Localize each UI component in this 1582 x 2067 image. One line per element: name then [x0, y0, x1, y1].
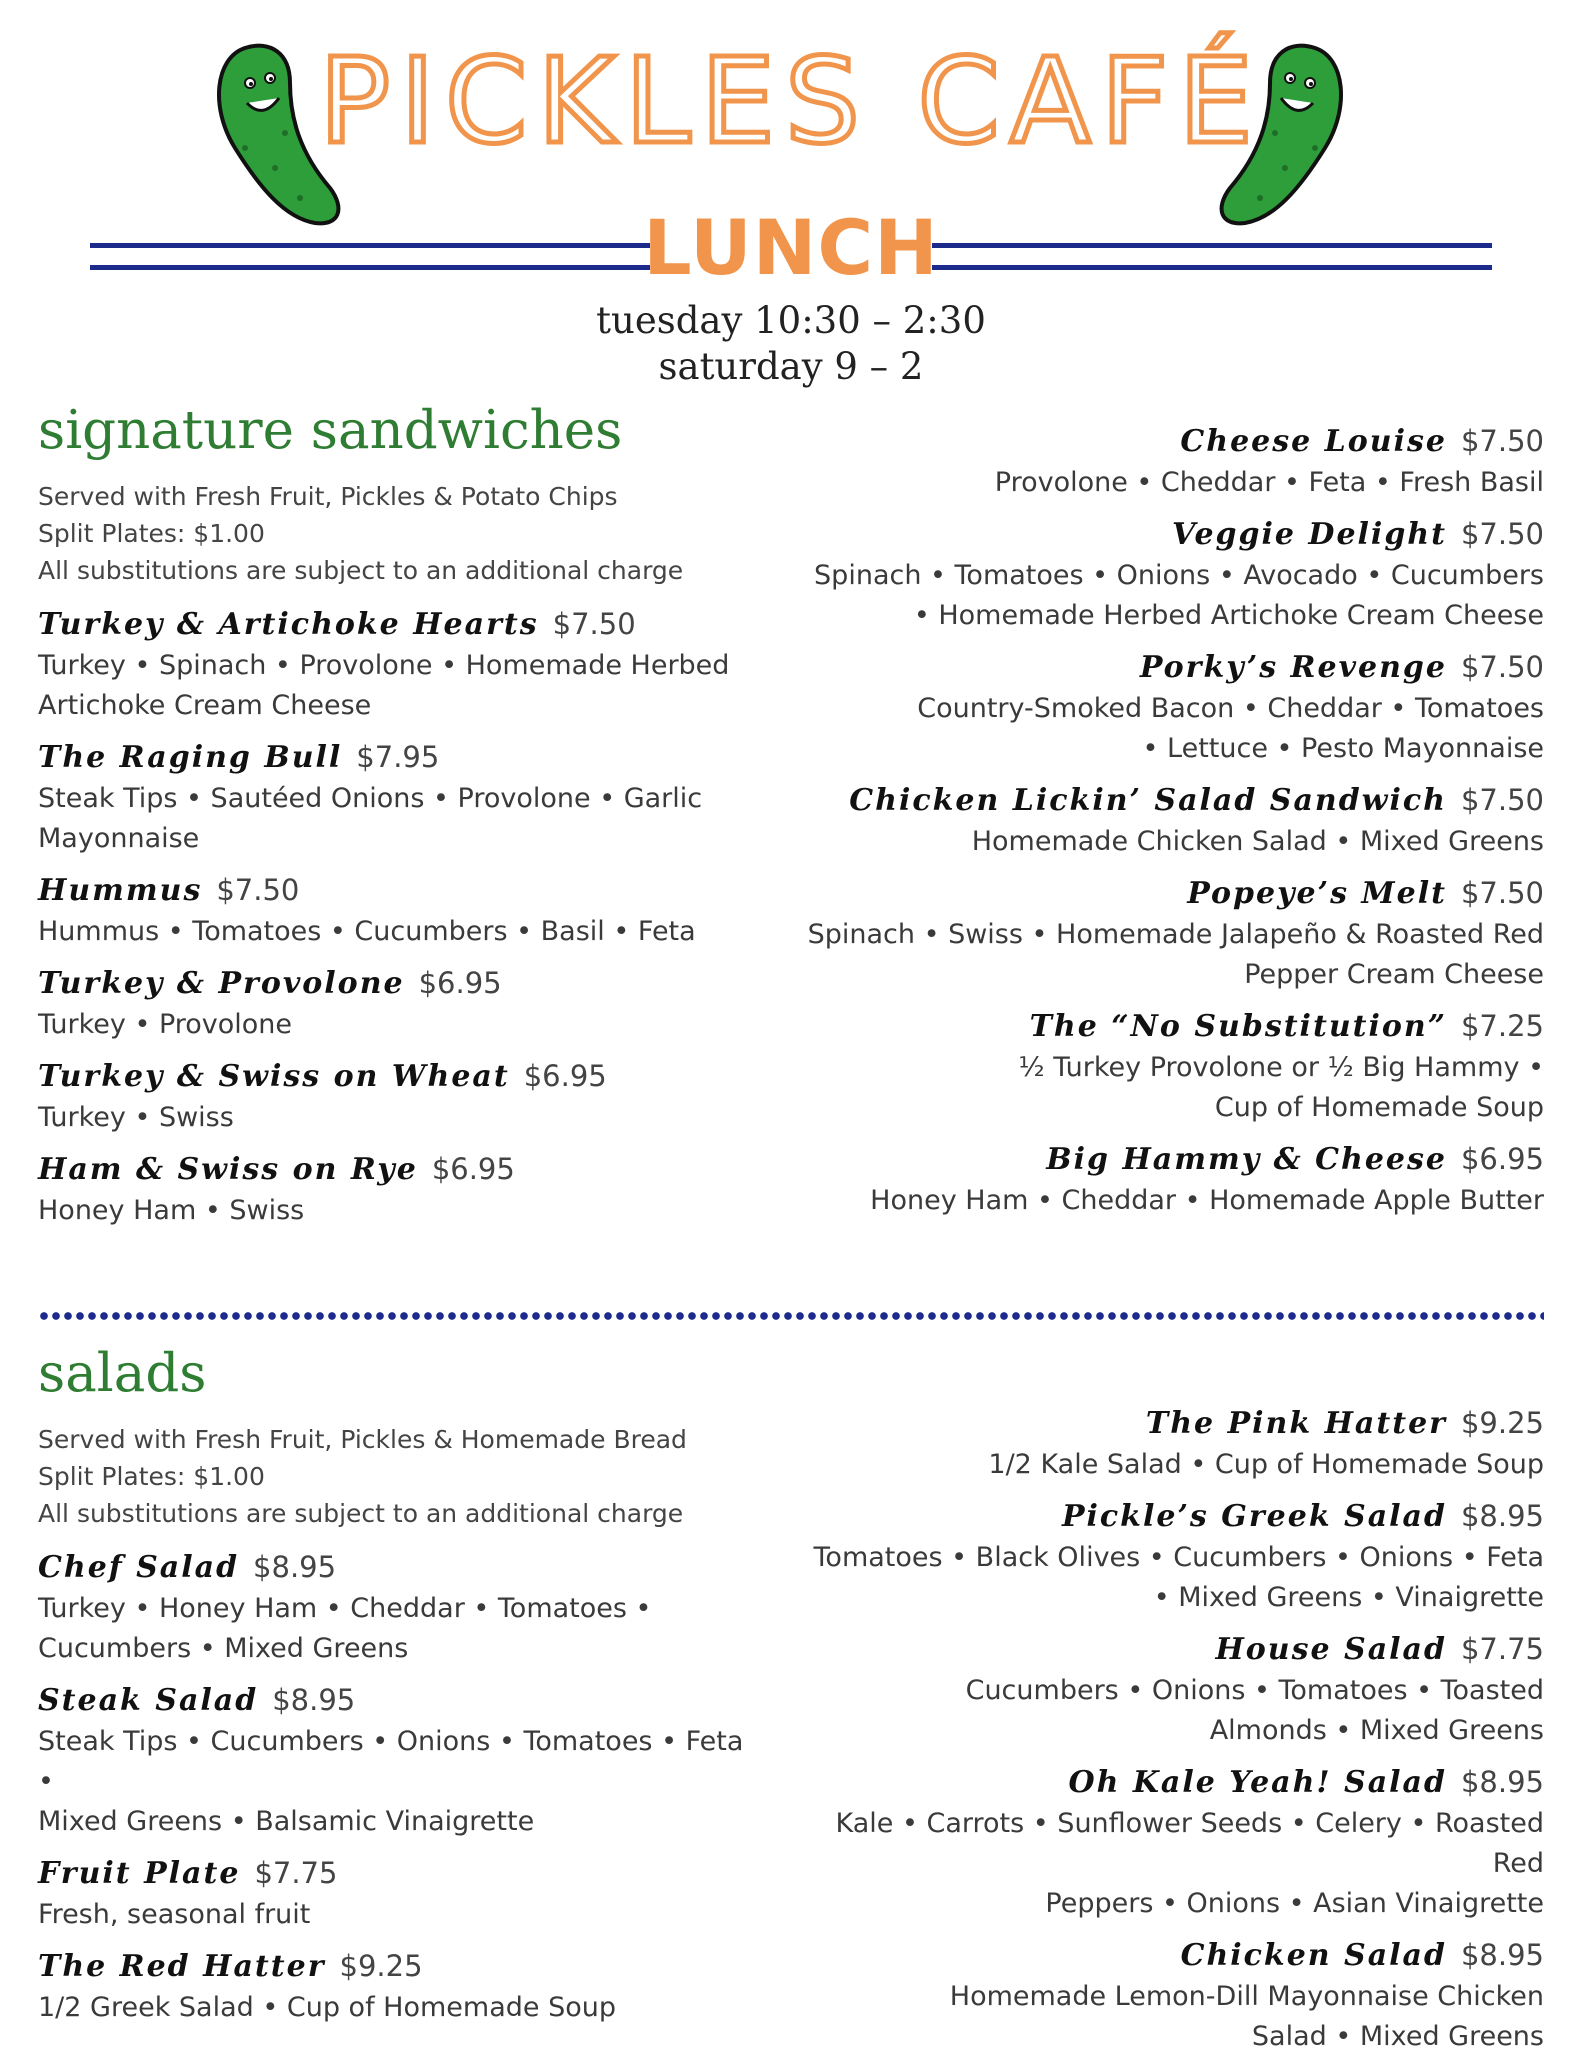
menu-item-description: Turkey • Honey Ham • Cheddar • Tomatoes • — [38, 1593, 652, 1625]
section-notes — [38, 478, 758, 589]
menu-item-name: Pickle’s Greek Salad — [1061, 1499, 1447, 1534]
menu-item-description: Homemade Chicken Salad • Mixed Greens — [971, 826, 1544, 857]
menu-item-header — [784, 1402, 1544, 1445]
note: All substitutions are subject to an additional charge — [38, 556, 684, 586]
menu-item-description: • Homemade Herbed Artichoke Cream Cheese — [913, 600, 1544, 631]
sandwiches-left-column — [38, 402, 758, 1241]
menu-item-header — [784, 1761, 1544, 1804]
menu-item-description: Spinach • Swiss • Homemade Jalapeño & Roasted Red — [807, 919, 1544, 950]
note: Split Plates: $1.00 — [38, 1462, 265, 1492]
sandwiches-right-column — [784, 420, 1544, 1231]
note: Served with Fresh Fruit, Pickles & Homemade Bread — [38, 1425, 687, 1455]
menu-item — [784, 1005, 1544, 1128]
menu-item-name: Steak Salad — [38, 1683, 259, 1719]
note: All substitutions are subject to an additional charge — [38, 1499, 684, 1529]
menu-item-header — [38, 1546, 758, 1589]
menu-item — [784, 779, 1544, 862]
menu-item-list — [38, 603, 758, 1231]
menu-item-description: Homemade Lemon-Dill Mayonnaise Chicken — [949, 1981, 1544, 2012]
menu-item-price: $7.50 — [1460, 783, 1544, 817]
menu-item-price: $7.75 — [254, 1856, 338, 1891]
salads-left-column — [38, 1345, 758, 2038]
menu-item-name: Hummus — [38, 873, 203, 909]
menu-item-price: $6.95 — [431, 1152, 515, 1187]
menu-item-price: $8.95 — [253, 1550, 337, 1585]
menu-item — [784, 420, 1544, 503]
menu-item — [784, 1138, 1544, 1221]
salads-right-column — [784, 1402, 1544, 2067]
menu-item-price: $6.95 — [1460, 1142, 1544, 1176]
menu-item-name: Porky’s Revenge — [1139, 650, 1447, 685]
dotted-divider — [38, 1311, 1544, 1321]
menu-item-name: Big Hammy & Cheese — [1046, 1142, 1447, 1177]
menu-item — [784, 872, 1544, 995]
menu-item-header — [784, 513, 1544, 556]
note: Split Plates: $1.00 — [38, 519, 265, 549]
menu-item-price: $9.25 — [1460, 1406, 1544, 1440]
menu-item — [38, 1148, 758, 1231]
menu-item-header — [784, 1138, 1544, 1181]
menu-item-description: Steak Tips • Cucumbers • Onions • Tomatoes • Feta • — [38, 1726, 744, 1798]
menu-item-name: The Red Hatter — [38, 1949, 326, 1985]
menu-item-header — [784, 779, 1544, 822]
menu-item-description: • Mixed Greens • Vinaigrette — [1153, 1582, 1544, 1613]
menu-item-description: Cucumbers • Mixed Greens — [38, 1633, 409, 1665]
menu-item-header — [784, 1934, 1544, 1977]
menu-item — [784, 1628, 1544, 1751]
menu-item-name: The “No Substitution” — [1029, 1009, 1447, 1044]
menu-item-name: Chicken Salad — [1180, 1938, 1447, 1973]
menu-item-price: $8.95 — [1460, 1938, 1544, 1972]
menu-item-price: $6.95 — [523, 1059, 607, 1094]
menu-item-name: Turkey & Artichoke Hearts — [38, 607, 539, 643]
menu-item-list — [38, 1546, 758, 2028]
menu-item-price: $7.50 — [216, 873, 300, 908]
menu-item-name: Chicken Lickin’ Salad Sandwich — [849, 783, 1447, 818]
menu-item-description: Turkey • Spinach • Provolone • Homemade Herbed — [38, 650, 730, 682]
menu-item-name: Veggie Delight — [1171, 517, 1447, 552]
menu-item — [784, 513, 1544, 636]
menu-item-header — [38, 1679, 758, 1722]
menu-item-description: Turkey • Provolone — [38, 1009, 293, 1041]
cafe-title: PICKLES CAFÉ — [319, 32, 1263, 170]
menu-item-description: Turkey • Swiss — [38, 1102, 234, 1134]
meal-heading: LUNCH — [643, 203, 939, 292]
menu-item-description: 1/2 Kale Salad • Cup of Homemade Soup — [988, 1449, 1544, 1480]
menu-item-header — [784, 1495, 1544, 1538]
menu-item-price: $7.50 — [1460, 424, 1544, 458]
menu-item-price: $8.95 — [1460, 1765, 1544, 1799]
menu-item-header — [784, 1005, 1544, 1048]
menu-item-description: 1/2 Greek Salad • Cup of Homemade Soup — [38, 1992, 616, 2024]
menu-item — [784, 1495, 1544, 1618]
menu-item-description: Salad • Mixed Greens — [1251, 2021, 1544, 2052]
menu-item-price: $7.50 — [1460, 876, 1544, 910]
menu-item-header — [38, 603, 758, 646]
menu-item-description: Mixed Greens • Balsamic Vinaigrette — [38, 1806, 535, 1838]
menu-item-description: Cup of Homemade Soup — [1214, 1092, 1544, 1123]
menu-item — [38, 1945, 758, 2028]
menu-item-header — [38, 1945, 758, 1988]
menu-item-description: Almonds • Mixed Greens — [1209, 1715, 1544, 1746]
menu-item — [38, 962, 758, 1045]
menu-item — [784, 1402, 1544, 1485]
menu-item-description: Cucumbers • Onions • Tomatoes • Toasted — [965, 1675, 1544, 1706]
menu-item-name: House Salad — [1215, 1632, 1447, 1667]
menu-item-price: $9.25 — [339, 1949, 423, 1984]
menu-item-header — [38, 869, 758, 912]
menu-item-header — [784, 1628, 1544, 1671]
menu-item-name: Oh Kale Yeah! Salad — [1068, 1765, 1447, 1800]
hours — [0, 298, 1582, 390]
menu-item — [784, 1761, 1544, 1924]
menu-item — [38, 603, 758, 726]
menu-item-description: Artichoke Cream Cheese — [38, 690, 372, 722]
menu-item-name: The Raging Bull — [38, 740, 343, 776]
section-title-salads: salads — [38, 1343, 207, 1404]
lunch-banner — [90, 203, 1492, 292]
menu-item-price: $7.50 — [1460, 517, 1544, 551]
menu-item-header — [784, 646, 1544, 689]
menu-item-header — [38, 962, 758, 1005]
menu-item-name: Ham & Swiss on Rye — [38, 1152, 418, 1188]
menu-item — [38, 1055, 758, 1138]
hours-line: tuesday 10:30 – 2:30 — [596, 299, 986, 342]
menu-item-header — [784, 872, 1544, 915]
menu-item-description: Honey Ham • Cheddar • Homemade Apple Butter — [870, 1185, 1544, 1216]
menu-item — [784, 1934, 1544, 2057]
menu-item-header — [38, 1055, 758, 1098]
menu-item-price: $7.25 — [1460, 1009, 1544, 1043]
menu-item-header — [784, 420, 1544, 463]
menu-item-description: Steak Tips • Sautéed Onions • Provolone • Garlic — [38, 783, 703, 815]
menu-item-description: Peppers • Onions • Asian Vinaigrette — [1045, 1888, 1544, 1919]
menu-item-header — [38, 1852, 758, 1895]
menu-item — [38, 736, 758, 859]
menu-item-price: $7.50 — [552, 607, 636, 642]
menu-item-header — [38, 736, 758, 779]
menu-item-price: $8.95 — [272, 1683, 356, 1718]
menu-item-description: ½ Turkey Provolone or ½ Big Hammy • — [1018, 1052, 1544, 1083]
menu-item-name: Popeye’s Melt — [1187, 876, 1447, 911]
menu-item-description: Kale • Carrots • Sunflower Seeds • Celery • Roasted Red — [835, 1808, 1544, 1879]
note: Served with Fresh Fruit, Pickles & Potato Chips — [38, 482, 618, 512]
menu-item-name: Cheese Louise — [1180, 424, 1447, 459]
menu-item — [38, 1852, 758, 1935]
menu-item-description: Spinach • Tomatoes • Onions • Avocado • Cucumbers — [814, 560, 1544, 591]
menu-item-name: Turkey & Provolone — [38, 966, 405, 1002]
menu-item-price: $7.50 — [1460, 650, 1544, 684]
menu-item — [38, 869, 758, 952]
menu-item-list — [784, 1402, 1544, 2057]
section-notes — [38, 1421, 758, 1532]
hours-line: saturday 9 – 2 — [658, 345, 924, 388]
menu-item-description: Fresh, seasonal fruit — [38, 1899, 311, 1931]
menu-item-name: Turkey & Swiss on Wheat — [38, 1059, 510, 1095]
menu-item — [38, 1546, 758, 1669]
menu-item-description: Provolone • Cheddar • Feta • Fresh Basil — [994, 467, 1544, 498]
menu-item-description: Hummus • Tomatoes • Cucumbers • Basil • Feta — [38, 916, 696, 948]
menu-item-description: Pepper Cream Cheese — [1244, 959, 1544, 990]
menu-item-name: Chef Salad — [38, 1550, 240, 1586]
menu-item-price: $7.95 — [356, 740, 440, 775]
menu-item — [38, 1679, 758, 1842]
menu-item-price: $8.95 — [1460, 1499, 1544, 1533]
menu-item-description: Mayonnaise — [38, 823, 200, 855]
menu-item-description: • Lettuce • Pesto Mayonnaise — [1142, 733, 1544, 764]
menu-item-description: Tomatoes • Black Olives • Cucumbers • Onions • Feta — [813, 1542, 1544, 1573]
menu-item — [784, 646, 1544, 769]
menu-item-description: Country-Smoked Bacon • Cheddar • Tomatoes — [917, 693, 1544, 724]
menu-item-header — [38, 1148, 758, 1191]
menu-item-name: Fruit Plate — [38, 1856, 241, 1892]
menu-item-price: $6.95 — [418, 966, 502, 1001]
section-title-sandwiches: signature sandwiches — [38, 400, 623, 461]
menu-item-price: $7.75 — [1460, 1632, 1544, 1666]
menu-item-description: Honey Ham • Swiss — [38, 1195, 305, 1227]
menu-item-name: The Pink Hatter — [1145, 1406, 1447, 1441]
menu-item-list — [784, 420, 1544, 1221]
